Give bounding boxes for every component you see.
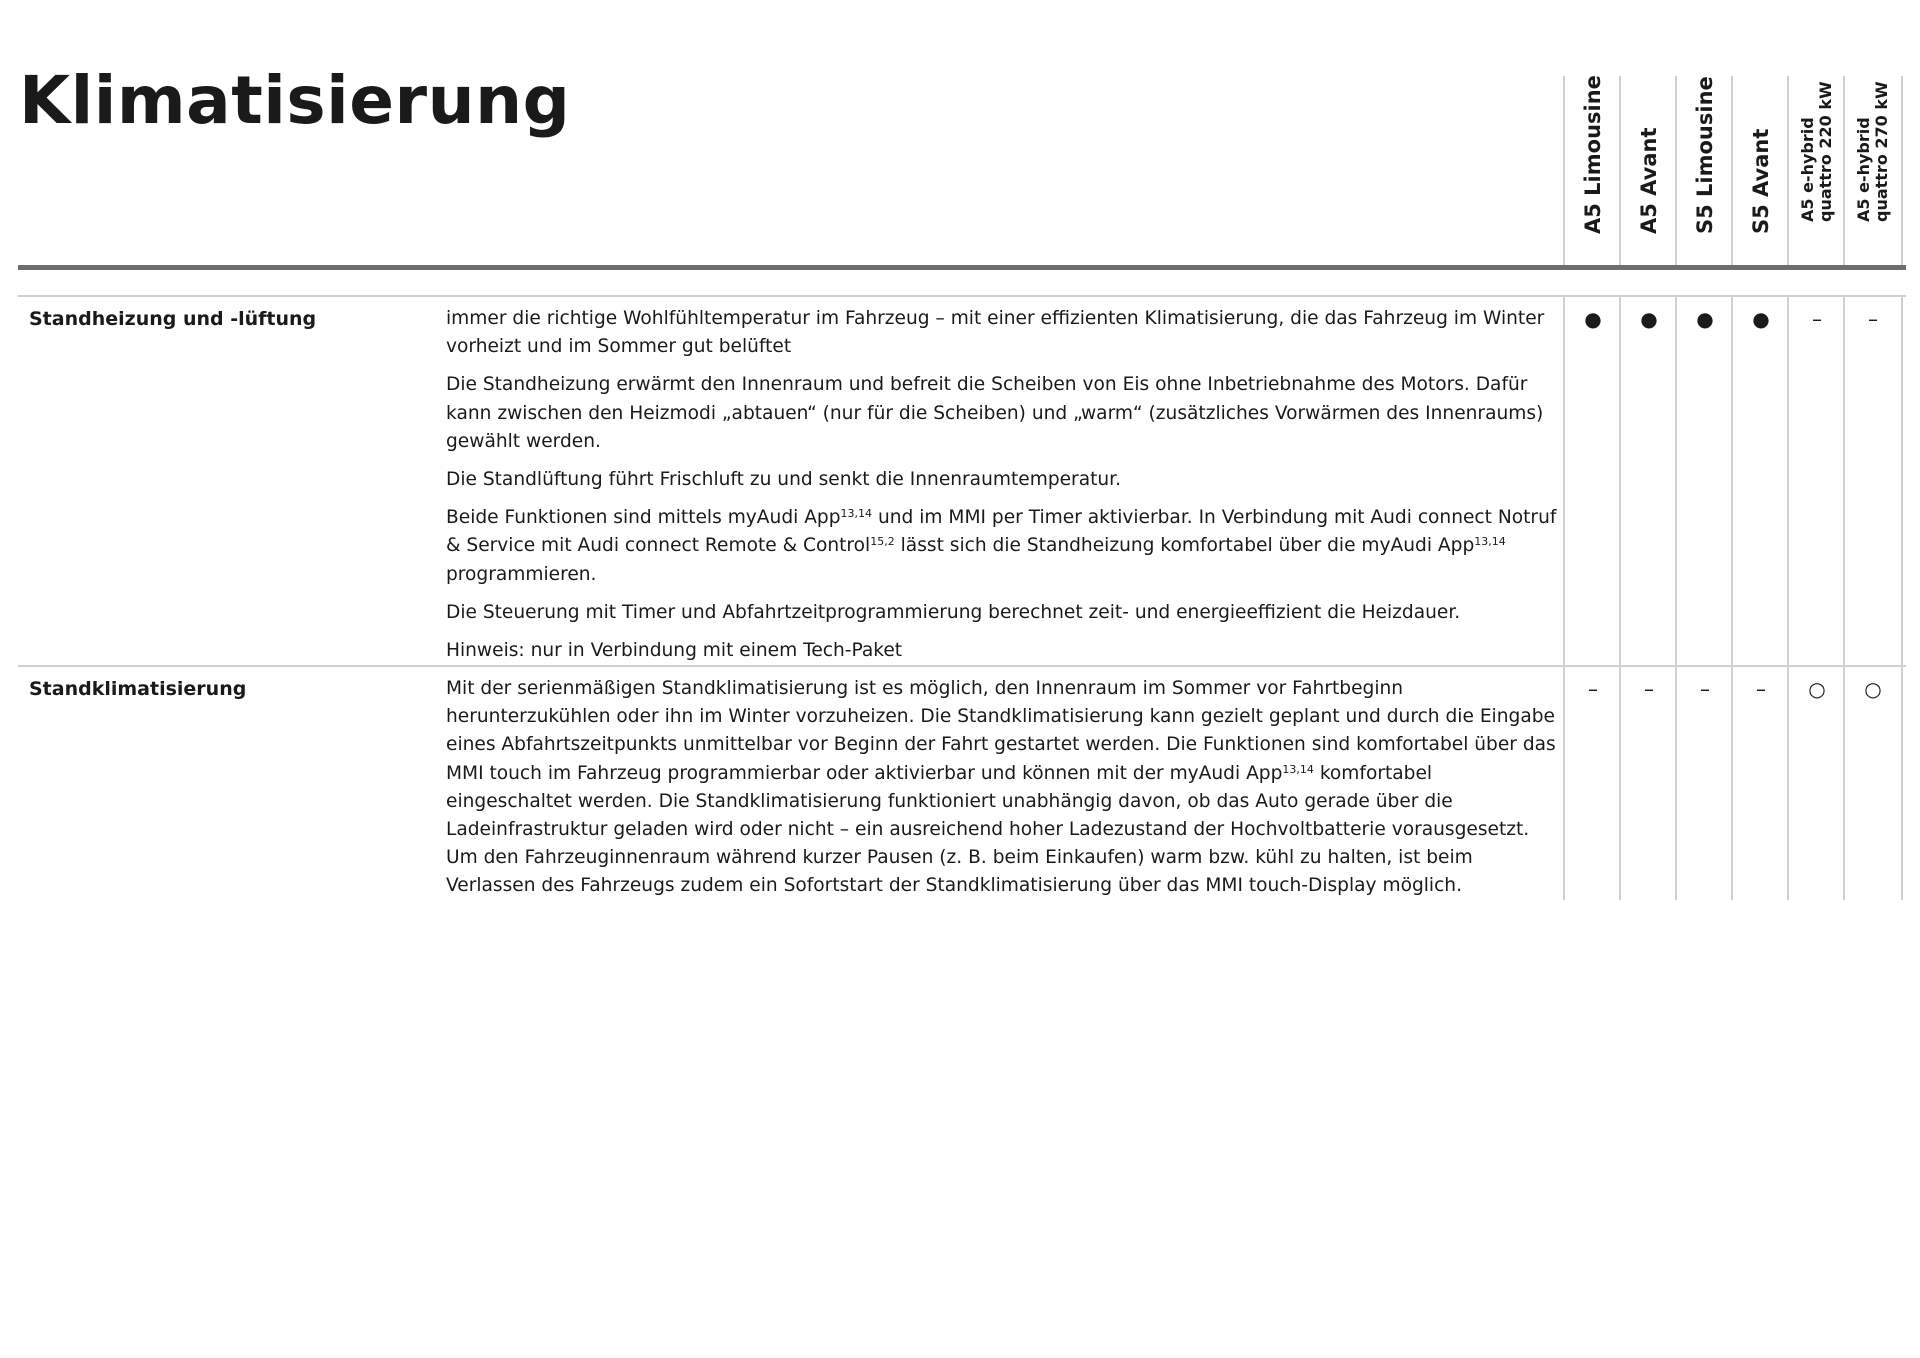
column-header-a5-e-hybrid-220 [1787,76,1845,266]
header-divider [18,265,1906,270]
description-paragraph [446,675,1562,901]
availability-mark: – [1756,677,1766,701]
availability-cell [1675,667,1733,900]
description-text: programmieren. [446,563,597,585]
feature-name: Standklimatisierung [29,678,247,700]
description-text: und im MMI per Timer aktivierbar. In Verbindung mit Audi connect Notruf & Service mit Audi connect Remote & Control [446,507,1557,557]
availability-mark: – [1812,307,1822,331]
availability-mark: ● [1696,307,1714,331]
availability-cell [1563,297,1621,665]
column-header-s5-limousine [1675,76,1733,266]
description-text: lässt sich die Standheizung komfortabel über die myAudi App [894,535,1475,557]
availability-mark: ● [1640,307,1658,331]
column-header-line2: quattro 220 kW [1816,81,1835,222]
description-text: Die Standlüftung führt Frischluft zu und senkt die Innenraumtemperatur. [446,469,1122,491]
availability-mark: ● [1752,307,1770,331]
column-header-a5-limousine [1563,76,1621,266]
page-title: Klimatisierung [19,62,571,139]
column-header-line1: A5 e-hybrid [1798,117,1817,222]
description-text: Beide Funktionen sind mittels myAudi App [446,507,841,529]
availability-mark: ○ [1864,677,1882,701]
availability-cell [1731,297,1789,665]
footnote-ref: 13,14 [840,507,873,521]
description-paragraph [446,637,1562,665]
availability-mark: – [1644,677,1654,701]
column-header-label [1799,81,1835,222]
availability-cell [1843,297,1903,665]
feature-description [446,305,1562,675]
footnote-ref: 13,14 [1282,762,1314,776]
column-header-line1: A5 e-hybrid [1854,117,1873,222]
table-row-standheizung [18,297,1906,665]
availability-cell [1619,667,1677,900]
availability-mark: – [1588,677,1598,701]
table-row-standklimatisierung [18,667,1906,900]
column-header-label: A5 Limousine [1581,75,1605,234]
column-header-label: S5 Avant [1749,128,1773,234]
availability-mark: ○ [1808,677,1826,701]
feature-name: Standheizung und -lüftung [29,308,317,330]
description-text: immer die richtige Wohlfühltemperatur im Fahrzeug – mit einer effizienten Klimatisierung, die das Fahrzeug im Winter vorheizt und im Sommer gut belüftet [446,308,1545,358]
column-header-line2: quattro 270 kW [1872,81,1891,222]
description-text: Die Steuerung mit Timer und Abfahrtzeitprogrammierung berechnet zeit- und energieeffizient die Heizdauer. [446,601,1461,623]
column-header-label [1855,81,1891,222]
footnote-ref: 15,2 [870,535,895,549]
availability-cell [1787,667,1845,900]
description-paragraph [446,599,1562,627]
description-text: Hinweis: nur in Verbindung mit einem Tech-Paket [446,640,903,662]
column-header-a5-e-hybrid-270 [1843,76,1903,266]
description-text: Mit der serienmäßigen Standklimatisierung ist es möglich, den Innenraum im Sommer vor Fahrtbeginn herunterzukühlen oder ihn im Winter vorzuheizen. Die Standklimatisierung kann gezielt geplant und durch die Eingabe eines Abfahrtszeitpunkts unmittelbar vor Beginn der Fahrt gestartet werden. Die Funktionen sind komfortabel über das MMI touch im Fahrzeug programmierbar oder aktivierbar und können mit der myAudi App [446,678,1556,784]
column-header-s5-avant [1731,76,1789,266]
description-paragraph [446,371,1562,456]
description-text: komfortabel eingeschaltet werden. Die Standklimatisierung funktioniert unabhängig davon, ob das Auto gerade über die Ladeinfrastruktur geladen wird oder nicht – ein ausreichend hoher Ladezustand der Hochvoltbatterie vorausgesetzt. Um den Fahrzeuginnenraum während kurzer Pausen (z. B. beim Einkaufen) warm bzw. kühl zu halten, ist beim Verlassen des Fahrzeugs zudem ein Sofortstart der Standklimatisierung über das MMI touch-Display möglich. [446,762,1530,897]
column-header-a5-avant [1619,76,1677,266]
availability-cell [1675,297,1733,665]
column-header-label: A5 Avant [1637,127,1661,234]
feature-description [446,675,1562,911]
availability-mark: – [1700,677,1710,701]
description-paragraph [446,305,1562,361]
availability-mark: ● [1584,307,1602,331]
description-paragraph [446,504,1562,589]
availability-cell [1787,297,1845,665]
footnote-ref: 13,14 [1474,535,1506,549]
availability-cell [1619,297,1677,665]
availability-cell [1563,667,1621,900]
availability-cell [1731,667,1789,900]
description-paragraph [446,466,1562,494]
availability-cell [1843,667,1903,900]
description-text: Die Standheizung erwärmt den Innenraum und befreit die Scheiben von Eis ohne Inbetriebnahme des Motors. Dafür kann zwischen den Heizmodi „abtauen“ (nur für die Scheiben) und „warm“ (zusätzliches Vorwärmen des Innenraums) gewählt werden. [446,374,1544,452]
availability-mark: – [1868,307,1878,331]
column-header-label: S5 Limousine [1693,76,1717,234]
